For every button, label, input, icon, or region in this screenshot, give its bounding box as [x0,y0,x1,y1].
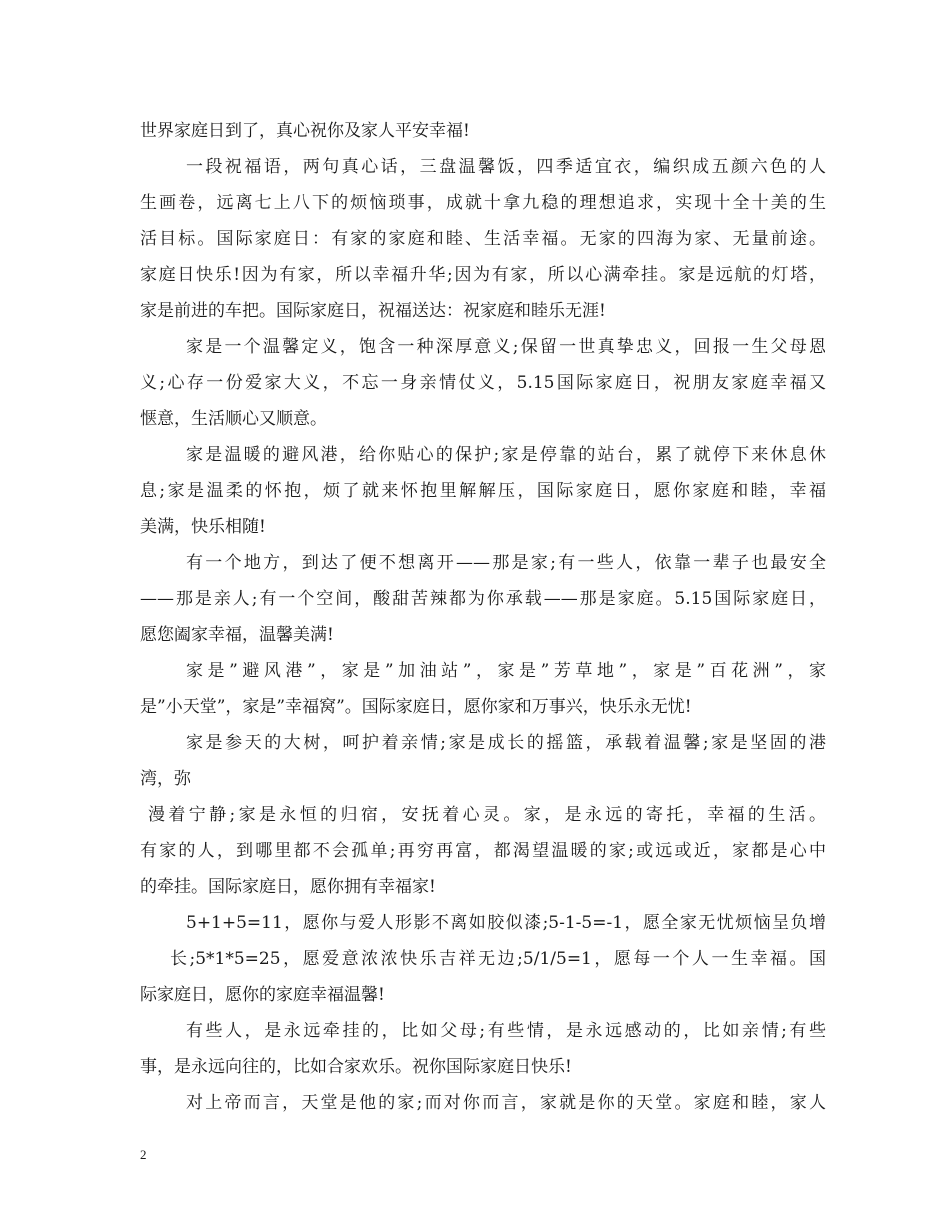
text-line: 世界家庭日到了，真心祝你及家人平安幸福! [140,121,470,141]
text-line: ——那是亲人;有一个空间，酸甜苦辣都为你承载——那是家庭。5.15国际家庭日， [140,589,826,609]
text-line: 惬意，生活顺心又顺意。 [140,409,327,429]
text-line: 有一个地方，到达了便不想离开——那是家;有一些人，依靠一辈子也最安全 [186,553,826,573]
text-line: 有些人，是永远牵挂的，比如父母;有些情，是永远感动的，比如亲情;有些 [186,1021,826,1041]
document-body [140,113,826,1121]
text-line: 家是”避风港”，家是”加油站”，家是”芳草地”，家是”百花洲”，家 [186,661,826,681]
text-line: 际家庭日，愿你的家庭幸福温馨! [140,985,385,1005]
text-line: 对上帝而言，天堂是他的家;而对你而言，家就是你的天堂。家庭和睦，家人 [186,1093,826,1113]
text-line: 家是一个温馨定义，饱含一种深厚意义;保留一世真挚忠义，回报一生父母恩 [186,337,826,357]
text-line: 漫着宁静;家是永恒的归宿，安抚着心灵。家，是永远的寄托，幸福的生活。 [148,805,826,825]
text-line: 长;5*1*5=25，愿爱意浓浓快乐吉祥无边;5/1/5=1，愿每一个人一生幸福。国 [170,949,826,969]
text-line: 事，是永远向往的，比如合家欢乐。祝你国际家庭日快乐! [140,1057,572,1077]
text-line: 的牵挂。国际家庭日，愿你拥有幸福家! [140,877,436,897]
text-line: 家庭日快乐!因为有家，所以幸福升华;因为有家，所以心满牵挂。家是远航的灯塔， [140,265,826,285]
text-line: 家是前进的车把。国际家庭日，祝福送达：祝家庭和睦乐无涯! [140,301,606,321]
text-line: 家是参天的大树，呵护着亲情;家是成长的摇篮，承载着温馨;家是坚固的港 [186,733,826,753]
text-line: 愿您阖家幸福，温馨美满! [140,625,334,645]
text-line: 5+1+5=11，愿你与爱人形影不离如胶似漆;5-1-5=-1，愿全家无忧烦恼呈负增 [186,913,826,933]
text-line: 一段祝福语，两句真心话，三盘温馨饭，四季适宜衣，编织成五颜六色的人 [186,157,826,177]
text-line: 义;心存一份爱家大义，不忘一身亲情仗义，5.15国际家庭日，祝朋友家庭幸福又 [140,373,826,393]
page-number: 2 [140,1147,147,1162]
text-line: 美满，快乐相随! [140,517,266,537]
text-line: 湾，弥 [140,769,191,789]
text-line: 活目标。国际家庭日：有家的家庭和睦、生活幸福。无家的四海为家、无量前途。 [140,229,826,249]
text-line: 家是温暖的避风港，给你贴心的保护;家是停靠的站台，累了就停下来休息休 [186,445,826,465]
text-line: 生画卷，远离七上八下的烦恼琐事，成就十拿九稳的理想追求，实现十全十美的生 [140,193,826,213]
text-line: 是”小天堂”，家是”幸福窝”。国际家庭日，愿你家和万事兴，快乐永无忧! [140,697,692,717]
text-line: 有家的人，到哪里都不会孤单;再穷再富，都渴望温暖的家;或远或近，家都是心中 [140,841,826,861]
text-line: 息;家是温柔的怀抱，烦了就来怀抱里解解压，国际家庭日，愿你家庭和睦，幸福 [140,481,826,501]
